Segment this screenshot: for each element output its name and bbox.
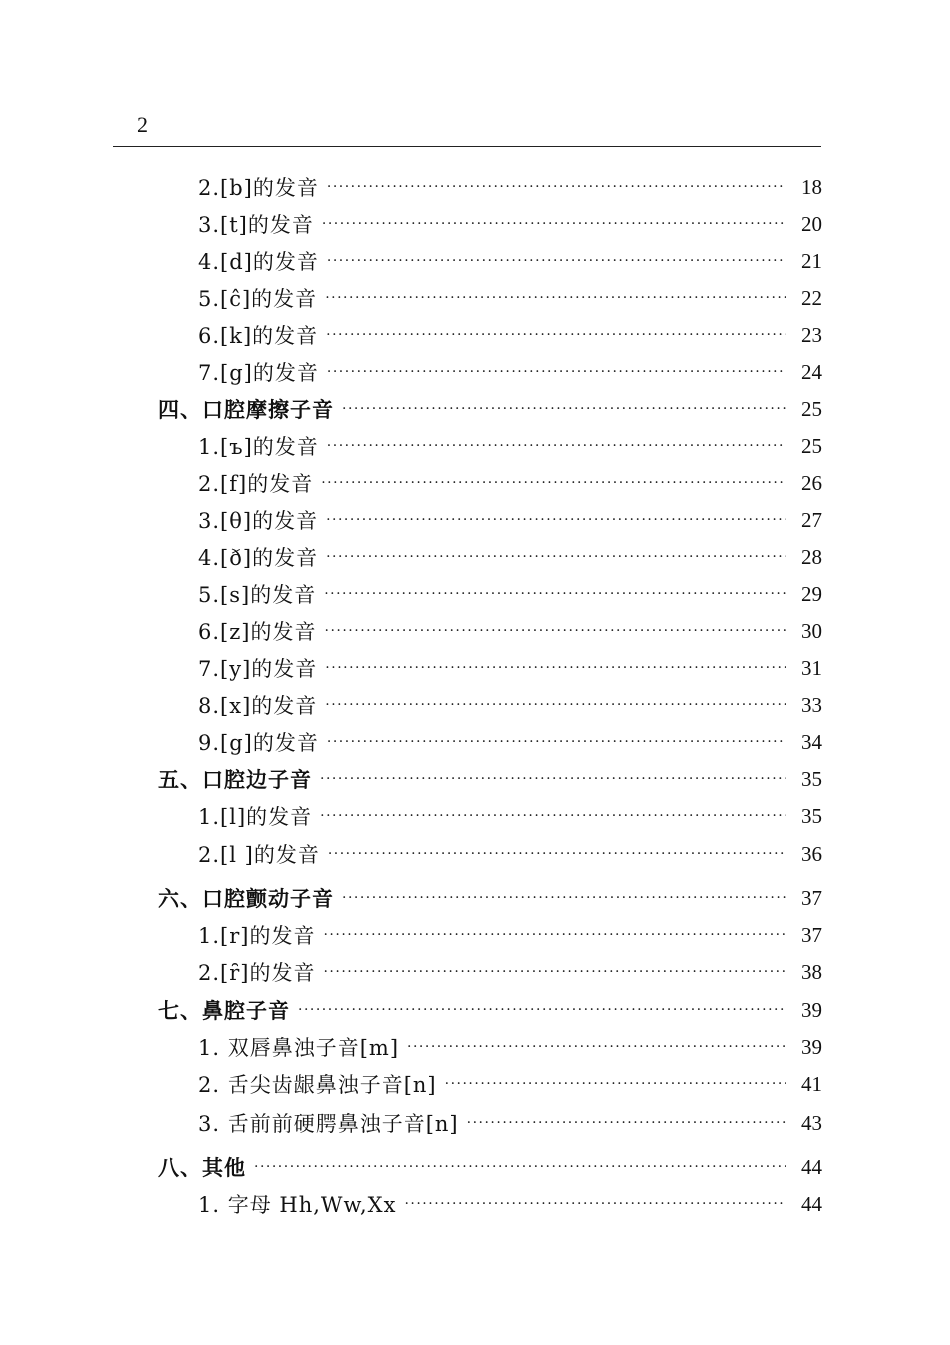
toc-section-label: 四、口腔摩擦子音 [158,397,334,422]
toc-entry-page: 39 [801,1034,822,1059]
toc-leader-dots [320,764,786,794]
toc-entry [198,727,822,757]
toc-leader-dots [327,357,786,387]
toc-entry-label: 1.[l]的发音 [198,805,313,829]
toc-entry-page: 31 [801,655,822,680]
toc-entry-page: 30 [801,618,822,643]
toc-leader-dots [342,394,786,424]
toc-leader-dots [323,920,786,950]
toc-entry [198,1032,822,1062]
toc-leader-dots [324,579,786,609]
toc-entry [198,1189,822,1219]
toc-entry-page: 27 [801,507,822,532]
toc-entry [198,505,822,535]
toc-section-page: 39 [801,997,822,1022]
toc-entry-page: 23 [801,322,822,347]
toc-section [158,995,822,1025]
toc-section-label: 六、口腔颤动子音 [158,886,334,911]
toc-entry-label: 1. 字母 Hh,Ww,Xx [198,1193,397,1217]
toc-section-page: 37 [801,885,822,910]
toc-entry-label: 9.[g]的发音 [198,731,319,755]
toc-entry-label: 6.[z]的发音 [198,620,317,644]
toc-leader-dots [467,1108,786,1138]
toc-entry-page: 44 [801,1191,822,1216]
toc-leader-dots [327,246,786,276]
toc-entry-page: 43 [801,1110,822,1135]
toc-leader-dots [328,839,786,869]
toc-entry-page: 36 [801,841,822,866]
toc-entry-page: 28 [801,544,822,569]
toc-entry [198,801,822,831]
toc-leader-dots [254,1152,786,1182]
toc-leader-dots [325,616,787,646]
toc-entry-page: 26 [801,470,822,495]
toc-leader-dots [326,542,786,572]
toc-entry-label: 5.[s]的发音 [198,583,317,607]
toc-leader-dots [326,505,786,535]
toc-entry [198,320,822,350]
toc-entry [198,357,822,387]
toc-section-label: 五、口腔边子音 [158,767,312,792]
toc-entry-label: 7.[g]的发音 [198,361,319,385]
toc-section-label: 七、鼻腔子音 [158,998,290,1023]
toc-entry-label: 3.[θ]的发音 [198,509,319,533]
toc-entry-label: 7.[y]的发音 [198,657,318,681]
toc-entry-label: 8.[x]的发音 [198,694,318,718]
toc-entry-label: 1.[r]的发音 [198,924,316,948]
toc-entry [198,920,822,950]
toc-entry [198,542,822,572]
toc-section [158,883,822,913]
toc-entry-label: 3. 舌前前硬腭鼻浊子音[n] [198,1112,459,1136]
toc-entry [198,1108,822,1138]
toc-entry [198,1069,822,1099]
toc-entry-page: 22 [801,285,822,310]
toc-leader-dots [323,957,786,987]
toc-entry [198,172,822,202]
toc-section-page: 25 [801,396,822,421]
toc-leader-dots [342,883,786,913]
toc-section-label: 八、其他 [158,1155,246,1180]
toc-entry-label: 2.[ȓ]的发音 [198,961,316,985]
toc-section [158,764,822,794]
toc-entry [198,209,822,239]
toc-entry [198,690,822,720]
toc-entry-page: 38 [801,959,822,984]
toc-section [158,394,822,424]
toc-leader-dots [325,283,786,313]
toc-entry-label: 1. 双唇鼻浊子音[m] [198,1036,400,1060]
toc-leader-dots [407,1032,786,1062]
toc-entry [198,839,822,869]
toc-entry [198,957,822,987]
toc-leader-dots [327,727,786,757]
toc-section-page: 44 [801,1154,822,1179]
toc-entry-page: 37 [801,922,822,947]
toc-entry-label: 2.[b]的发音 [198,176,319,200]
toc-entry-page: 21 [801,248,822,273]
toc-entry [198,246,822,276]
toc-entry-page: 34 [801,729,822,754]
toc-leader-dots [327,431,786,461]
toc-leader-dots [326,320,786,350]
toc-leader-dots [320,801,786,831]
toc-leader-dots [325,653,786,683]
toc-entry [198,283,822,313]
toc-leader-dots [321,468,786,498]
toc-entry-label: 4.[d]的发音 [198,250,319,274]
toc-entry-page: 29 [801,581,822,606]
toc-entry [198,431,822,461]
toc-entry-label: 1.[ъ]的发音 [198,435,319,459]
toc-leader-dots [327,172,786,202]
toc-entry-page: 24 [801,359,822,384]
toc-entry [198,579,822,609]
toc-entry-page: 25 [801,433,822,458]
toc-entry [198,653,822,683]
toc-section-page: 35 [801,766,822,791]
toc-entry-page: 20 [801,211,822,236]
toc-entry-label: 3.[t]的发音 [198,213,314,237]
toc-leader-dots [325,690,786,720]
toc-entry [198,468,822,498]
toc-entry-label: 4.[ð]的发音 [198,546,319,570]
toc-entry-page: 35 [801,803,822,828]
toc-leader-dots [445,1069,786,1099]
toc-entry-page: 41 [801,1071,822,1096]
page-number: 2 [137,112,148,137]
toc-entry-label: 5.[ĉ]的发音 [198,287,318,311]
toc-entry-label: 6.[k]的发音 [198,324,319,348]
toc-entry-page: 18 [801,174,822,199]
toc-leader-dots [298,995,786,1025]
toc-entry-label: 2.[l ]的发音 [198,843,320,867]
toc-entry [198,616,822,646]
toc-leader-dots [404,1189,786,1219]
toc-section [158,1152,822,1182]
toc-entry-label: 2. 舌尖齿龈鼻浊子音[n] [198,1073,437,1097]
toc-leader-dots [322,209,786,239]
toc-entry-page: 33 [801,692,822,717]
toc-entry-label: 2.[f]的发音 [198,472,314,496]
